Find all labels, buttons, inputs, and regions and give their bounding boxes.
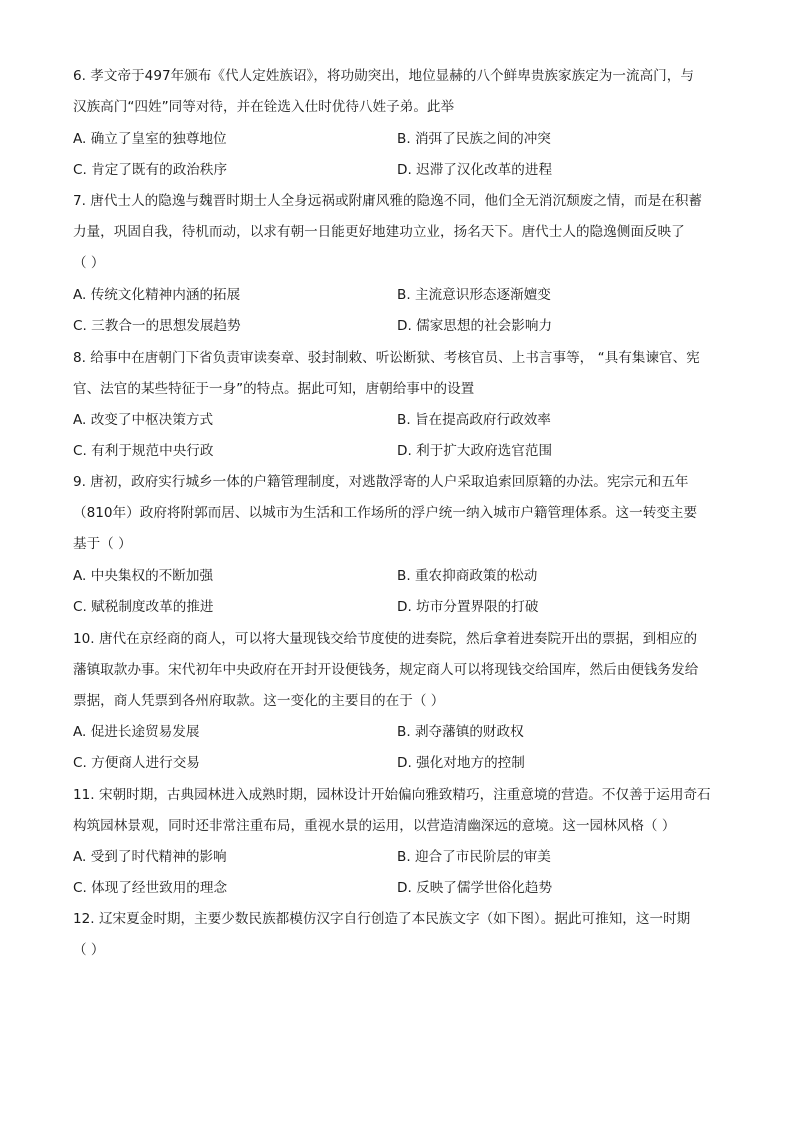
q10-stem-line-2: 藩镇取款办事。宋代初年中央政府在开封开设便钱务，规定商人可以将现钱交给国库，然后由便钱务发给	[73, 662, 699, 678]
q6-stem-line-1: 6. 孝文帝于497年颁布《代人定姓族诏》，将功勋突出，地位显赫的八个鲜卑贵族家族定为一流高门，与	[73, 68, 694, 84]
q6-option-d: D. 迟滞了汉化改革的进程	[397, 162, 553, 178]
q9-stem-line-1: 9. 唐初，政府实行城乡一体的户籍管理制度，对逃散浮寄的人户采取追索回原籍的办法。宪宗元和五年	[73, 474, 689, 490]
q7-stem-line-3: （ ）	[73, 255, 105, 271]
q10-option-a: A. 促进长途贸易发展	[73, 724, 200, 740]
q6-option-c: C. 肯定了既有的政治秩序	[73, 162, 228, 178]
q10-option-d: D. 强化对地方的控制	[397, 755, 525, 771]
q12-stem-line-2: （ ）	[73, 942, 105, 958]
q6-stem-line-2: 汉族高门“四姓”同等对待，并在铨选入仕时优待八姓子弟。此举	[73, 99, 455, 115]
q9-option-b: B. 重农抑商政策的松动	[397, 568, 538, 584]
q11-option-a: A. 受到了时代精神的影响	[73, 849, 227, 865]
q10-stem-line-1: 10. 唐代在京经商的商人，可以将大量现钱交给节度使的进奏院，然后拿着进奏院开出的票据，到相应的	[73, 631, 698, 647]
q8-stem-line-1: 8. 给事中在唐朝门下省负责审读奏章、驳封制敕、听讼断狱、考核官员、上书言事等， “具有集谏官、宪	[73, 350, 700, 366]
q11-stem-line-2: 构筑园林景观，同时还非常注重布局，重视水景的运用，以营造清幽深远的意境。这一园林风格（ ）	[73, 818, 676, 834]
q11-option-d: D. 反映了儒学世俗化趋势	[397, 880, 553, 896]
q8-option-c: C. 有利于规范中央行政	[73, 443, 214, 459]
q7-stem-line-2: 力量，巩固自我，待机而动，以求有朝一日能更好地建功立业，扬名天下。唐代士人的隐逸侧面反映了	[73, 224, 685, 240]
q11-option-b: B. 迎合了市民阶层的审美	[397, 849, 551, 865]
q11-stem-line-1: 11. 宋朝时期，古典园林进入成熟时期，园林设计开始偏向雅致精巧，注重意境的营造。不仅善于运用奇石	[73, 787, 711, 803]
q9-stem-line-2: （810年）政府将附郭而居、以城市为生活和工作场所的浮户统一纳入城市户籍管理体系。这一转变主要	[73, 505, 698, 521]
q8-option-b: B. 旨在提高政府行政效率	[397, 412, 551, 428]
q10-option-b: B. 剥夺藩镇的财政权	[397, 724, 524, 740]
q7-option-a: A. 传统文化精神内涵的拓展	[73, 287, 241, 303]
q10-stem-line-3: 票据，商人凭票到各州府取款。这一变化的主要目的在于（ ）	[73, 693, 445, 709]
q6-option-b: B. 消弭了民族之间的冲突	[397, 131, 551, 147]
q10-option-c: C. 方便商人进行交易	[73, 755, 200, 771]
q7-stem-line-1: 7. 唐代士人的隐逸与魏晋时期士人全身远祸或附庸风雅的隐逸不同，他们全无消沉颓废之情，而是在积蓄	[73, 193, 703, 209]
q8-option-a: A. 改变了中枢决策方式	[73, 412, 214, 428]
q7-option-b: B. 主流意识形态逐渐嬗变	[397, 287, 551, 303]
q7-option-c: C. 三教合一的思想发展趋势	[73, 318, 241, 334]
q9-option-a: A. 中央集权的不断加强	[73, 568, 214, 584]
q9-stem-line-3: 基于（ ）	[73, 536, 132, 552]
q9-option-d: D. 坊市分置界限的打破	[397, 599, 539, 615]
q6-option-a: A. 确立了皇室的独尊地位	[73, 131, 227, 147]
q12-stem-line-1: 12. 辽宋夏金时期，主要少数民族都模仿汉字自行创造了本民族文字（如下图）。据此可推知，这一时期	[73, 911, 691, 927]
q11-option-c: C. 体现了经世致用的理念	[73, 880, 228, 896]
q9-option-c: C. 赋税制度改革的推进	[73, 599, 214, 615]
q8-option-d: D. 利于扩大政府选官范围	[397, 443, 553, 459]
q8-stem-line-2: 官、法官的某些特征于一身”的特点。据此可知，唐朝给事中的设置	[73, 381, 475, 397]
q7-option-d: D. 儒家思想的社会影响力	[397, 318, 553, 334]
